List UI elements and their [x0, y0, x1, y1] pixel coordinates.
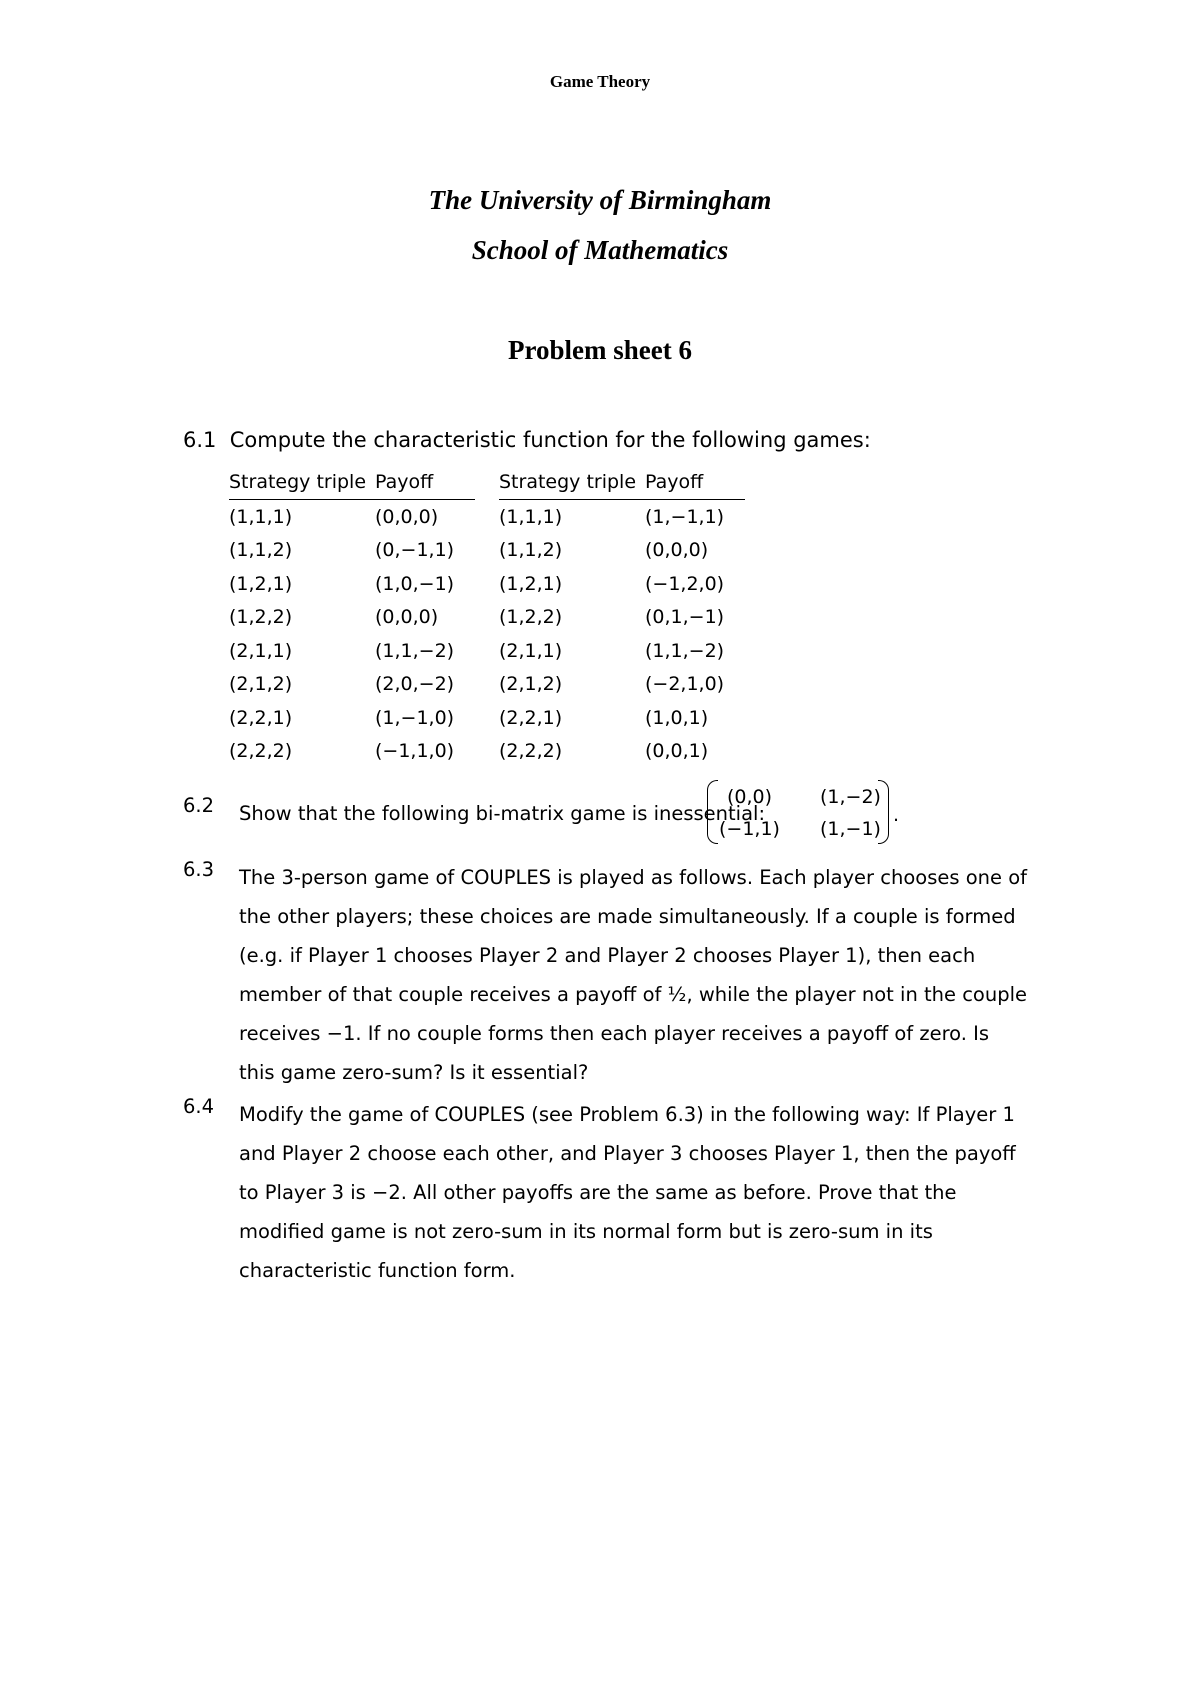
- right-bracket: [878, 780, 889, 844]
- payoff-cell: (0,0,1): [645, 740, 709, 763]
- strategy-cell: (1,2,2): [499, 606, 563, 629]
- strategy-cell: (1,1,1): [229, 505, 293, 528]
- payoff-table-1: [229, 467, 475, 768]
- table-row: [499, 500, 745, 534]
- table-row: [229, 668, 475, 702]
- table-row: [499, 534, 745, 568]
- table-row: [499, 668, 745, 702]
- payoff-cell: (0,0,0): [645, 539, 709, 562]
- column-header-strategy: Strategy triple: [499, 471, 637, 493]
- table-row: [499, 735, 745, 769]
- payoff-cell: (0,0,0): [375, 505, 439, 528]
- payoff-cell: (1,0,1): [645, 706, 709, 729]
- matrix-cell: (1,−1): [820, 818, 881, 840]
- payoff-cell: (1,−1,0): [375, 706, 455, 729]
- problem-text: Compute the characteristic function for the following games:: [229, 428, 871, 452]
- matrix-cell: (0,0): [727, 786, 773, 808]
- university-title: The University of Birmingham: [428, 185, 772, 215]
- column-header-payoff: Payoff: [645, 471, 704, 493]
- school-title: School of Mathematics: [471, 235, 729, 265]
- strategy-cell: (1,2,1): [229, 572, 293, 595]
- payoff-cell: (0,−1,1): [375, 539, 455, 562]
- matrix-cell: (−1,1): [719, 818, 780, 840]
- table-row: [229, 567, 475, 601]
- payoff-table-2: [499, 467, 745, 768]
- bimatrix: [707, 780, 899, 844]
- table-row: [229, 735, 475, 769]
- problem-6-1: [183, 428, 871, 452]
- table-header: [229, 467, 475, 497]
- table-row: [229, 534, 475, 568]
- strategy-cell: (2,1,2): [499, 673, 563, 696]
- problem-text: Modify the game of COUPLES (see Problem 6.3) in the following way: If Player 1 and Player 2 choose each other, and Player 3 chooses Player 1, then the payoff to Player 3 is −2. All other payoffs are the same as before. Prove that the modified game is not zero-sum in its normal form but is zero-sum in its characteristic function form.: [239, 1103, 1016, 1282]
- strategy-cell: (2,1,1): [499, 639, 563, 662]
- payoff-cell: (−1,1,0): [375, 740, 455, 763]
- problem-text: Show that the following bi-matrix game is inessential:: [239, 802, 766, 825]
- payoff-cell: (2,0,−2): [375, 673, 455, 696]
- strategy-cell: (2,1,2): [229, 673, 293, 696]
- strategy-cell: (1,1,2): [499, 539, 563, 562]
- table-row: [229, 701, 475, 735]
- table-row: [499, 701, 745, 735]
- strategy-cell: (2,2,1): [229, 706, 293, 729]
- table-row: [229, 601, 475, 635]
- payoff-cell: (0,1,−1): [645, 606, 725, 629]
- problem-number: 6.3: [183, 858, 215, 881]
- payoff-cell: (1,1,−2): [645, 639, 725, 662]
- payoff-cell: (1,−1,1): [645, 505, 725, 528]
- running-header: Game Theory: [549, 72, 651, 91]
- sheet-title: Problem sheet 6: [508, 335, 692, 365]
- payoff-cell: (−2,1,0): [645, 673, 725, 696]
- table-row: [499, 567, 745, 601]
- table-row: [499, 634, 745, 668]
- payoff-cell: (1,1,−2): [375, 639, 455, 662]
- strategy-cell: (2,2,2): [499, 740, 563, 763]
- problem-number: 6.4: [183, 1095, 215, 1118]
- matrix-cell: (1,−2): [820, 786, 881, 808]
- strategy-cell: (1,1,2): [229, 539, 293, 562]
- strategy-cell: (1,2,2): [229, 606, 293, 629]
- problem-text: The 3-person game of COUPLES is played as follows. Each player chooses one of the other players; these choices are made simultaneously. If a couple is formed (e.g. if Player 1 chooses Player 2 and Player 2 chooses Player 1), then each member of that couple receives a payoff of ½, while the player not in the couple receives −1. If no couple forms then each player receives a payoff of zero. Is this game zero-sum? Is it essential?: [239, 866, 1028, 1084]
- strategy-cell: (2,2,2): [229, 740, 293, 763]
- strategy-cell: (1,1,1): [499, 505, 563, 528]
- table-header: [499, 467, 745, 497]
- strategy-cell: (2,1,1): [229, 639, 293, 662]
- column-header-strategy: Strategy triple: [229, 471, 367, 493]
- end-punctuation: .: [892, 804, 899, 826]
- payoff-cell: (1,0,−1): [375, 572, 455, 595]
- left-bracket: [707, 780, 718, 844]
- table-row: [229, 634, 475, 668]
- table-row: [499, 601, 745, 635]
- column-header-payoff: Payoff: [375, 471, 434, 493]
- problem-number: 6.1: [183, 428, 217, 452]
- payoff-cell: (0,0,0): [375, 606, 439, 629]
- problem-number: 6.2: [183, 794, 215, 817]
- table-row: [229, 500, 475, 534]
- payoff-cell: (−1,2,0): [645, 572, 725, 595]
- strategy-cell: (1,2,1): [499, 572, 563, 595]
- strategy-cell: (2,2,1): [499, 706, 563, 729]
